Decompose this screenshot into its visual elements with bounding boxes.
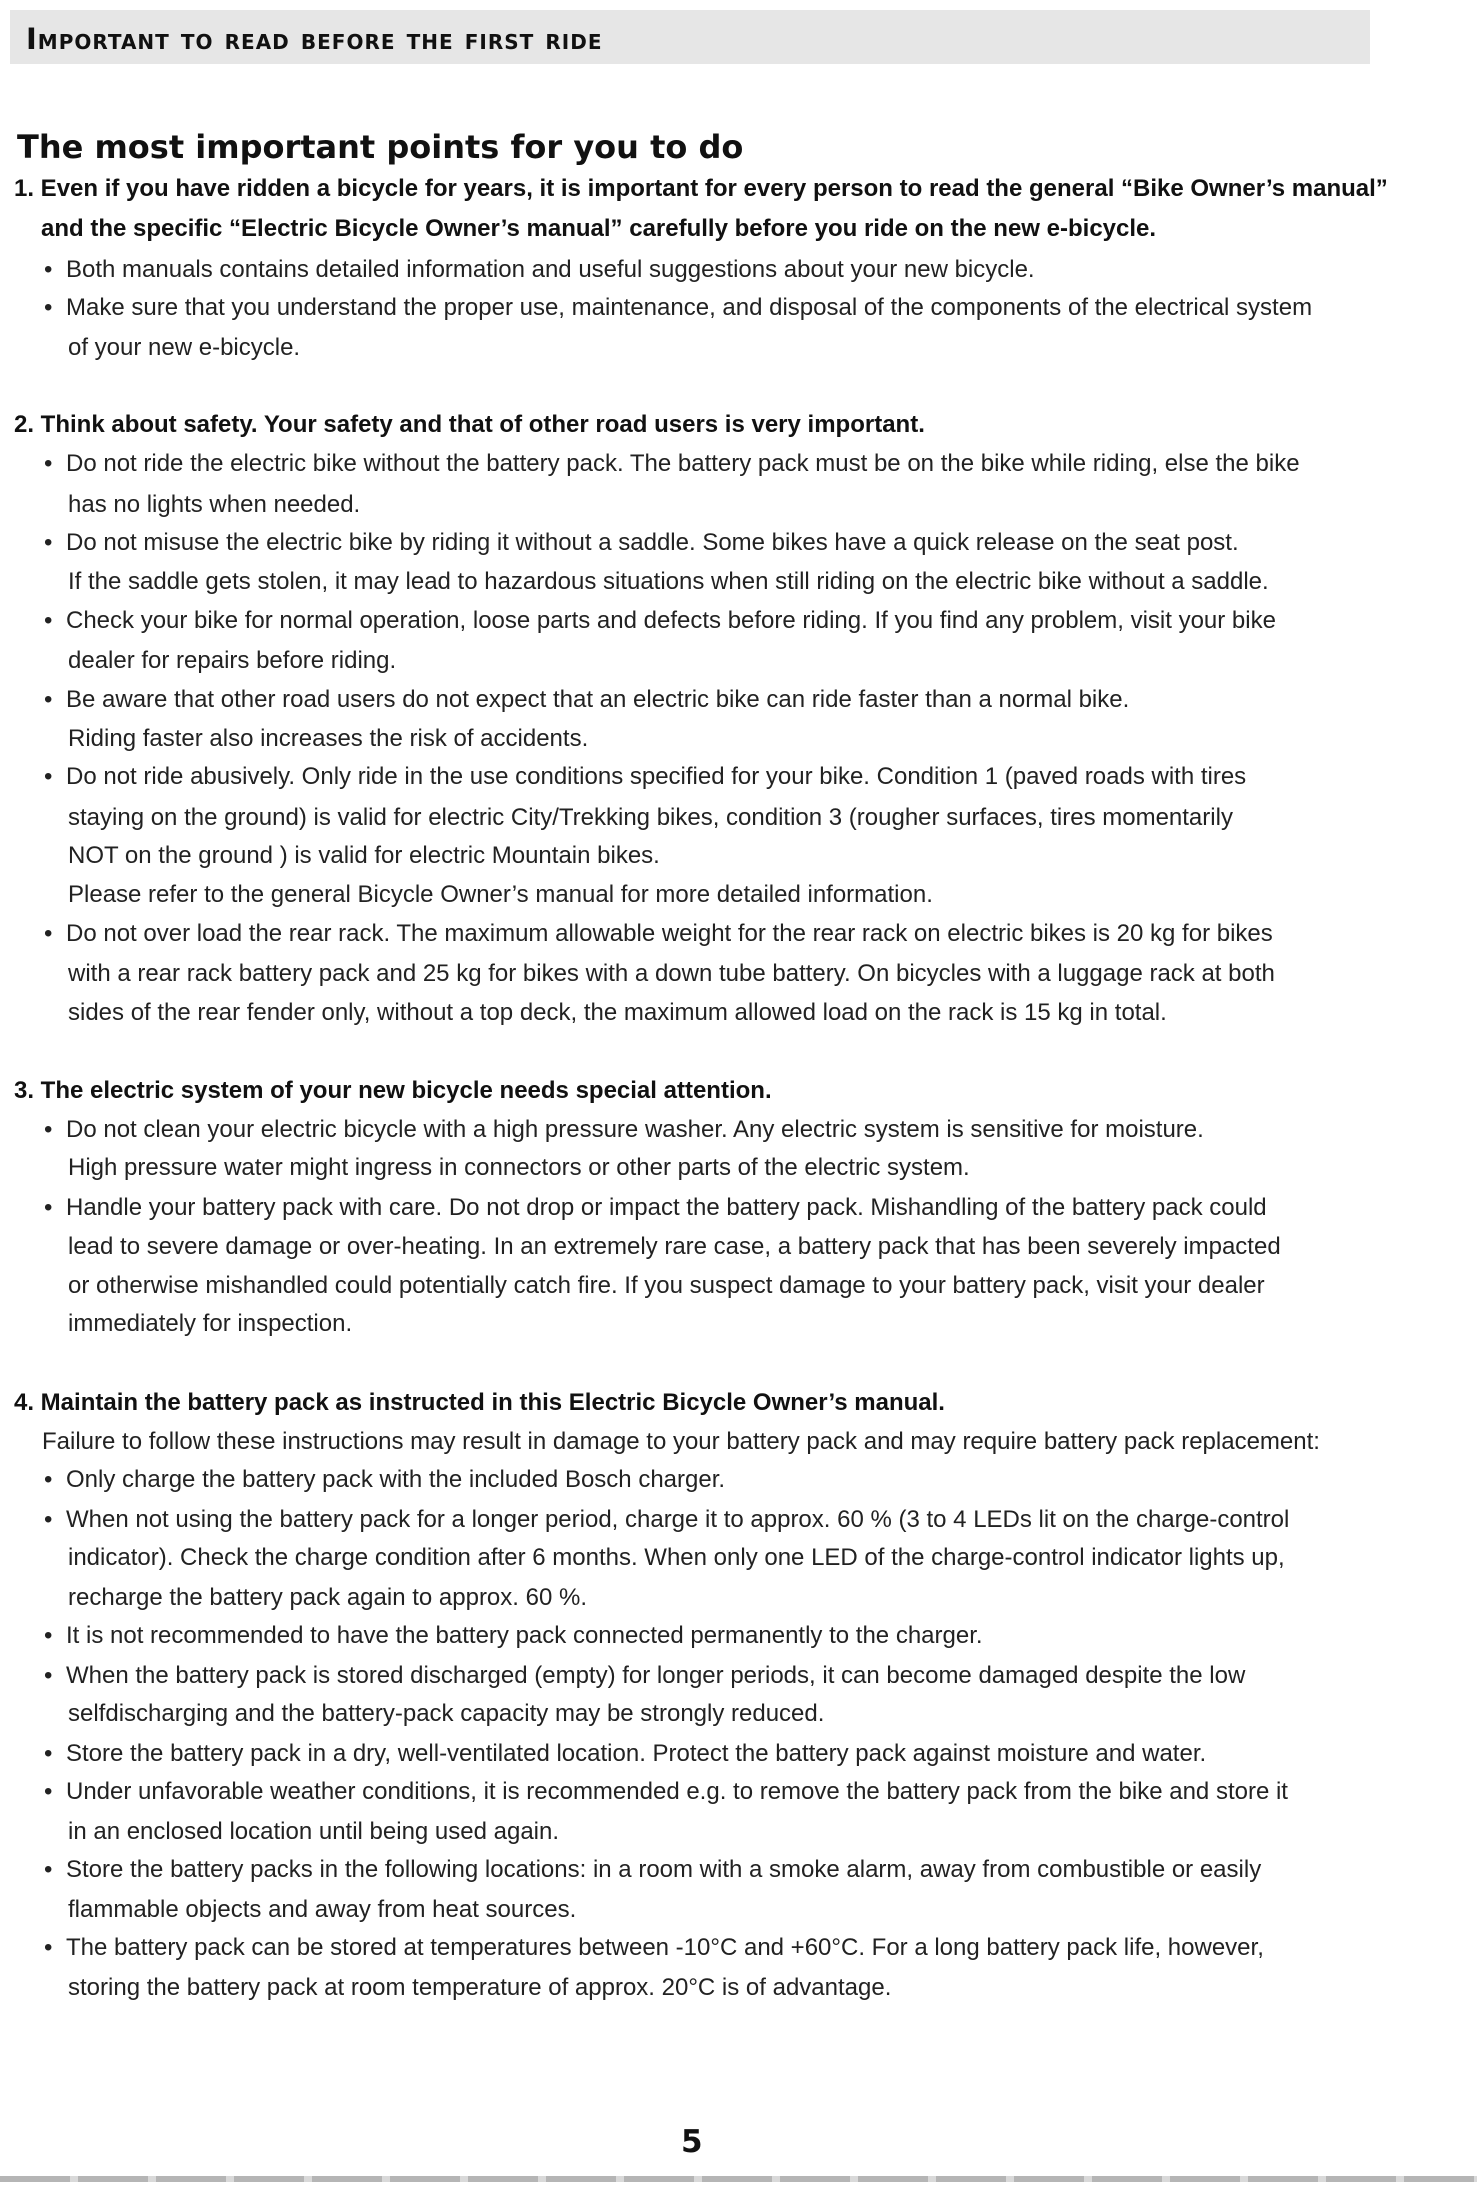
bullet-item: • Do not ride the electric bike without the battery pack. The battery pack must be on the bike while riding, else the bike	[66, 449, 1300, 479]
bullet-continuation: staying on the ground) is valid for electric City/Trekking bikes, condition 3 (rougher surfaces, tires momentarily	[68, 804, 1233, 831]
bullet-item: • When the battery pack is stored discharged (empty) for longer periods, it can become damaged despite the low	[66, 1661, 1245, 1691]
bullet-continuation: or otherwise mishandled could potentially catch fire. If you suspect damage to your battery pack, visit your dealer	[68, 1272, 1265, 1299]
section-banner	[10, 10, 1370, 64]
bullet-item: • Handle your battery pack with care. Do not drop or impact the battery pack. Mishandling of the battery pack could	[66, 1193, 1267, 1223]
bullet-item: • Make sure that you understand the proper use, maintenance, and disposal of the components of the electrical system	[66, 293, 1312, 323]
bullet-item: • Store the battery packs in the following locations: in a room with a smoke alarm, away from combustible or easily	[66, 1855, 1261, 1885]
bullet-continuation: immediately for inspection.	[68, 1310, 353, 1337]
bullet-continuation: flammable objects and away from heat sources.	[68, 1896, 577, 1923]
section-4-intro: Failure to follow these instructions may result in damage to your battery pack and may require battery pack replacement:	[42, 1428, 1320, 1455]
bullet-continuation: indicator). Check the charge condition after 6 months. When only one LED of the charge-control indicator lights up,	[68, 1544, 1285, 1571]
bullet-item: • Store the battery pack in a dry, well-ventilated location. Protect the battery pack against moisture and water.	[66, 1739, 1206, 1769]
bullet-continuation: of your new e-bicycle.	[68, 334, 301, 361]
banner-title: Important to read before the first ride	[26, 22, 603, 56]
bullet-item: • Do not clean your electric bicycle with a high pressure washer. Any electric system is sensitive for moisture.	[66, 1115, 1204, 1145]
bullet-item: • Check your bike for normal operation, loose parts and defects before riding. If you find any problem, visit your bike	[66, 606, 1276, 636]
bullet-continuation: recharge the battery pack again to approx. 60 %.	[68, 1584, 587, 1611]
section-1-title: and the specific “Electric Bicycle Owner’s manual” carefully before you ride on the new e-bicycle.	[41, 215, 1157, 242]
footer-rule	[0, 2176, 1477, 2182]
bullet-continuation: Riding faster also increases the risk of accidents.	[68, 725, 589, 752]
page-heading: The most important points for you to do	[17, 128, 744, 166]
bullet-item: • Do not ride abusively. Only ride in the use conditions specified for your bike. Condition 1 (paved roads with tires	[66, 762, 1246, 792]
bullet-continuation: NOT on the ground ) is valid for electric Mountain bikes.	[68, 842, 660, 869]
bullet-continuation: has no lights when needed.	[68, 491, 361, 518]
bullet-continuation: High pressure water might ingress in connectors or other parts of the electric system.	[68, 1154, 970, 1181]
bullet-item: • Do not over load the rear rack. The maximum allowable weight for the rear rack on electric bikes is 20 kg for bikes	[66, 919, 1273, 949]
section-2-title: 2. Think about safety. Your safety and that of other road users is very important.	[14, 411, 925, 438]
bullet-continuation: lead to severe damage or over-heating. In an extremely rare case, a battery pack that has been severely impacted	[68, 1233, 1281, 1260]
bullet-item: • The battery pack can be stored at temperatures between -10°C and +60°C. For a long battery pack life, however,	[66, 1933, 1264, 1963]
bullet-item: • Be aware that other road users do not expect that an electric bike can ride faster than a normal bike.	[66, 685, 1129, 715]
bullet-continuation: storing the battery pack at room temperature of approx. 20°C is of advantage.	[68, 1974, 892, 2001]
bullet-continuation: selfdischarging and the battery-pack capacity may be strongly reduced.	[68, 1700, 825, 1727]
bullet-item: • Only charge the battery pack with the included Bosch charger.	[66, 1465, 725, 1495]
bullet-item: • Under unfavorable weather conditions, it is recommended e.g. to remove the battery pack from the bike and store it	[66, 1777, 1288, 1807]
bullet-continuation: dealer for repairs before riding.	[68, 647, 397, 674]
page-number: 5	[681, 2124, 703, 2160]
section-1-title: 1. Even if you have ridden a bicycle for years, it is important for every person to read the general “Bike Owner’s manual”	[14, 175, 1388, 202]
bullet-continuation: sides of the rear fender only, without a top deck, the maximum allowed load on the rack is 15 kg in total.	[68, 999, 1167, 1026]
bullet-continuation: Please refer to the general Bicycle Owner’s manual for more detailed information.	[68, 881, 933, 908]
bullet-continuation: with a rear rack battery pack and 25 kg for bikes with a down tube battery. On bicycles with a luggage rack at both	[68, 960, 1275, 987]
bullet-item: • It is not recommended to have the battery pack connected permanently to the charger.	[66, 1621, 983, 1651]
bullet-item: • Both manuals contains detailed information and useful suggestions about your new bicycle.	[66, 255, 1035, 285]
bullet-continuation: in an enclosed location until being used again.	[68, 1818, 560, 1845]
section-3-title: 3. The electric system of your new bicycle needs special attention.	[14, 1077, 772, 1104]
bullet-item: • Do not misuse the electric bike by riding it without a saddle. Some bikes have a quick release on the seat post.	[66, 528, 1239, 558]
bullet-continuation: If the saddle gets stolen, it may lead to hazardous situations when still riding on the electric bike without a saddle.	[68, 568, 1269, 595]
section-4-title: 4. Maintain the battery pack as instructed in this Electric Bicycle Owner’s manual.	[14, 1389, 945, 1416]
bullet-item: • When not using the battery pack for a longer period, charge it to approx. 60 % (3 to 4 LEDs lit on the charge-control	[66, 1505, 1289, 1535]
